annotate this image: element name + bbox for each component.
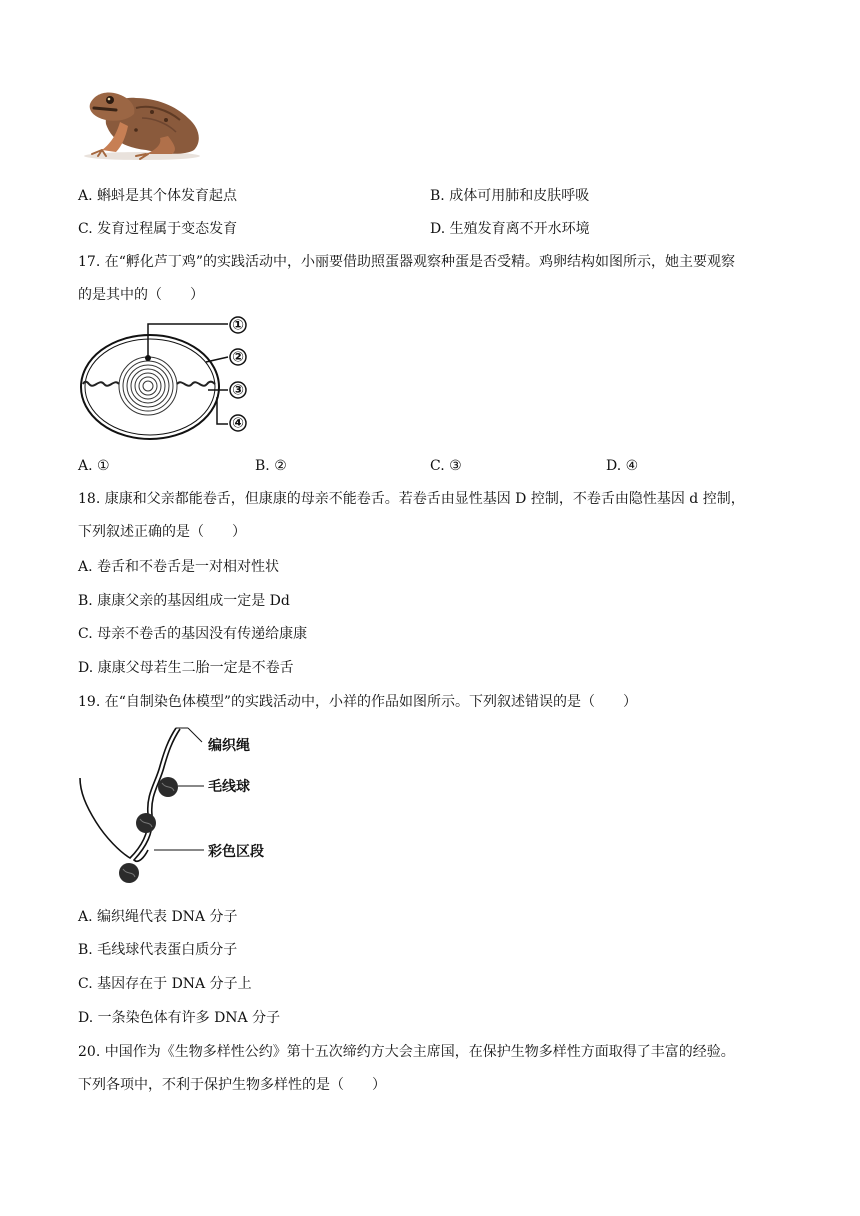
egg-label-3: ③ (232, 382, 244, 399)
q16-option-c: C. 发育过程属于变态发育 (78, 221, 238, 237)
q18-option-b: B. 康康父亲的基因组成一定是 Dd (78, 593, 290, 609)
label-braided-rope: 编织绳 (208, 738, 250, 754)
q18-option-d: D. 康康父母若生二胎一定是不卷舌 (78, 660, 294, 676)
q18-option-a: A. 卷舌和不卷舌是一对相对性状 (78, 559, 280, 575)
q18-option-c: C. 母亲不卷舌的基因没有传递给康康 (78, 626, 308, 642)
q19-stem: 19. 在“自制染色体模型”的实践活动中，小祥的作品如图所示。下列叙述错误的是（ ） (78, 694, 638, 710)
egg-label-1: ① (232, 317, 244, 334)
q16-option-a: A. 蝌蚪是其个体发育起点 (78, 188, 238, 204)
q19-option-d: D. 一条染色体有许多 DNA 分子 (78, 1010, 281, 1026)
q19-option-c: C. 基因存在于 DNA 分子上 (78, 976, 252, 992)
q18-stem-line1: 18. 康康和父亲都能卷舌，但康康的母亲不能卷舌。若卷舌由显性基因 D 控制，不卷舌由隐性基因 d 控制， (78, 491, 745, 507)
egg-label-2: ② (232, 349, 244, 366)
q17-option-a: A. ① (78, 458, 110, 474)
wool-ball (119, 777, 178, 883)
q16-option-b: B. 成体可用肺和皮肤呼吸 (430, 188, 590, 204)
q17-stem-line1: 17. 在“孵化芦丁鸡”的实践活动中，小丽要借助照蛋器观察种蛋是否受精。鸡卵结构如图所示，她主要观察 (78, 254, 736, 270)
frog-image (76, 84, 208, 162)
q16-option-d: D. 生殖发育离不开水环境 (430, 221, 590, 237)
q20-stem-line2: 下列各项中，不利于保护生物多样性的是（ ） (78, 1077, 386, 1093)
q17-option-d: D. ④ (606, 458, 639, 474)
label-wool-ball: 毛线球 (208, 779, 250, 795)
egg-label-4: ④ (232, 415, 244, 432)
q17-stem-line2: 的是其中的（ ） (78, 287, 204, 303)
q17-option-b: B. ② (255, 458, 287, 474)
egg-structure-diagram (76, 312, 256, 444)
label-colored-segment: 彩色区段 (208, 844, 264, 860)
q19-option-b: B. 毛线球代表蛋白质分子 (78, 942, 238, 958)
q18-stem-line2: 下列叙述正确的是（ ） (78, 524, 246, 540)
egg-yolk (119, 357, 177, 415)
chalaza (83, 382, 215, 386)
q19-option-a: A. 编织绳代表 DNA 分子 (78, 909, 238, 925)
chromosome-model-diagram (76, 722, 286, 892)
q20-stem-line1: 20. 中国作为《生物多样性公约》第十五次缔约方大会主席国，在保护生物多样性方面取得了丰富的经验。 (78, 1044, 735, 1060)
q17-option-c: C. ③ (430, 458, 462, 474)
egg-shell (81, 335, 219, 439)
